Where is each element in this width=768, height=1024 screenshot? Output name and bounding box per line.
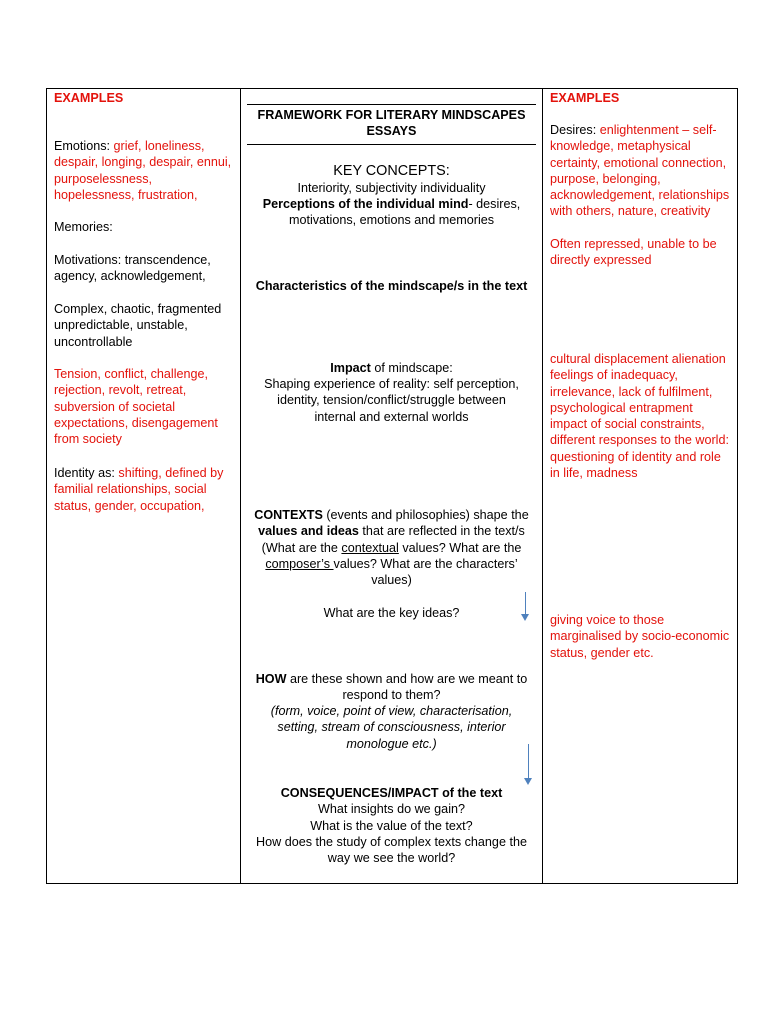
complex-text: Complex, chaotic, fragmented unpredictable, unstable, uncontrollable bbox=[54, 302, 222, 349]
composers-underlined: composer’s bbox=[265, 556, 334, 571]
study-question: How does the study of complex texts change the way we see the world? bbox=[256, 835, 527, 866]
desires-label: Desires: bbox=[550, 123, 600, 137]
desires-values: enlightenment – self-knowledge, metaphysical certainty, emotional connection, purpose, belonging, acknowledgement, relationships with others, nature, creativity bbox=[550, 123, 730, 219]
values-ideas-bold: values and ideas bbox=[258, 524, 359, 539]
identity-values: shifting, defined by familial relationships, social status, gender, occupation, bbox=[54, 466, 224, 513]
contexts-rest2: that are reflected in the text/s (What are the bbox=[261, 524, 525, 555]
middle-column bbox=[241, 89, 543, 884]
down-arrow-icon bbox=[528, 744, 529, 779]
contexts-rest4: values? What are the characters’ values) bbox=[333, 556, 518, 588]
voice-text: giving voice to those marginalised by socio-economic status, gender etc. bbox=[550, 613, 730, 660]
framework-title: FRAMEWORK FOR LITERARY MINDSCAPES ESSAYS bbox=[257, 108, 526, 139]
repressed-text: Often repressed, unable to be directly expressed bbox=[550, 237, 717, 268]
contextual-underlined: contextual bbox=[341, 540, 399, 555]
how-italic: (form, voice, point of view, characterisation, setting, stream of consciousness, interior monologue etc.) bbox=[270, 704, 513, 751]
left-examples-header: EXAMPLES bbox=[54, 91, 124, 105]
contexts-rest: (events and philosophies) shape the bbox=[322, 508, 529, 522]
emotions-label: Emotions: bbox=[54, 139, 114, 153]
how-rest: are these shown and how are we meant to respond to them? bbox=[286, 672, 528, 703]
memories-label: Memories: bbox=[54, 220, 113, 234]
impact-heading bbox=[241, 360, 542, 376]
contexts-rest3: values? What are the bbox=[398, 540, 522, 555]
identity-block bbox=[54, 465, 236, 514]
key-ideas-question: What are the key ideas? bbox=[323, 606, 460, 620]
title-top-rule bbox=[247, 104, 536, 105]
identity-label: Identity as: bbox=[54, 466, 119, 480]
perceptions-block bbox=[249, 196, 534, 229]
impact-bold: Impact bbox=[330, 361, 371, 375]
emotions-values: grief, loneliness, despair, longing, despair, ennui, purposelessness, hopelessness, frustration, bbox=[54, 139, 232, 202]
perceptions-rest: - desires, motivations, emotions and memories bbox=[288, 197, 521, 228]
right-column bbox=[543, 89, 738, 884]
emotions-block bbox=[54, 138, 234, 203]
impact-rest: of mindscape: bbox=[370, 361, 453, 375]
contexts-block bbox=[251, 507, 532, 588]
how-block bbox=[249, 671, 534, 704]
tension-text: Tension, conflict, challenge, rejection, revolt, retreat, subversion of societal expectations, disengagement from society bbox=[54, 367, 218, 447]
down-arrow-icon bbox=[525, 592, 526, 615]
motivations-text: Motivations: transcendence, agency, acknowledgement, bbox=[54, 253, 211, 284]
characteristics-heading: Characteristics of the mindscape/s in the text bbox=[255, 279, 528, 293]
key-concepts-line: Interiority, subjectivity individuality bbox=[297, 181, 486, 195]
framework-table bbox=[46, 88, 738, 884]
desires-block bbox=[550, 122, 732, 220]
contexts-bold: CONTEXTS bbox=[254, 508, 323, 522]
impact-detail: Shaping experience of reality: self perception, identity, tension/conflict/struggle between internal and external worlds bbox=[264, 377, 519, 424]
left-column bbox=[47, 89, 241, 884]
perceptions-bold: Perceptions of the individual mind bbox=[262, 197, 469, 211]
cultural-text: cultural displacement alienation feelings of inadequacy, irrelevance, lack of fulfilment, psychological entrapment impact of social constraints, different responses to the world: questioning of identity and role in life, madness bbox=[550, 352, 729, 481]
key-concepts-heading: KEY CONCEPTS: bbox=[333, 163, 450, 179]
value-question: What is the value of the text? bbox=[310, 819, 473, 833]
title-bottom-rule bbox=[247, 144, 536, 145]
insights-question: What insights do we gain? bbox=[317, 802, 465, 816]
consequences-heading: CONSEQUENCES/IMPACT of the text bbox=[280, 786, 503, 800]
right-examples-header: EXAMPLES bbox=[550, 91, 620, 105]
how-bold: HOW bbox=[255, 672, 287, 686]
